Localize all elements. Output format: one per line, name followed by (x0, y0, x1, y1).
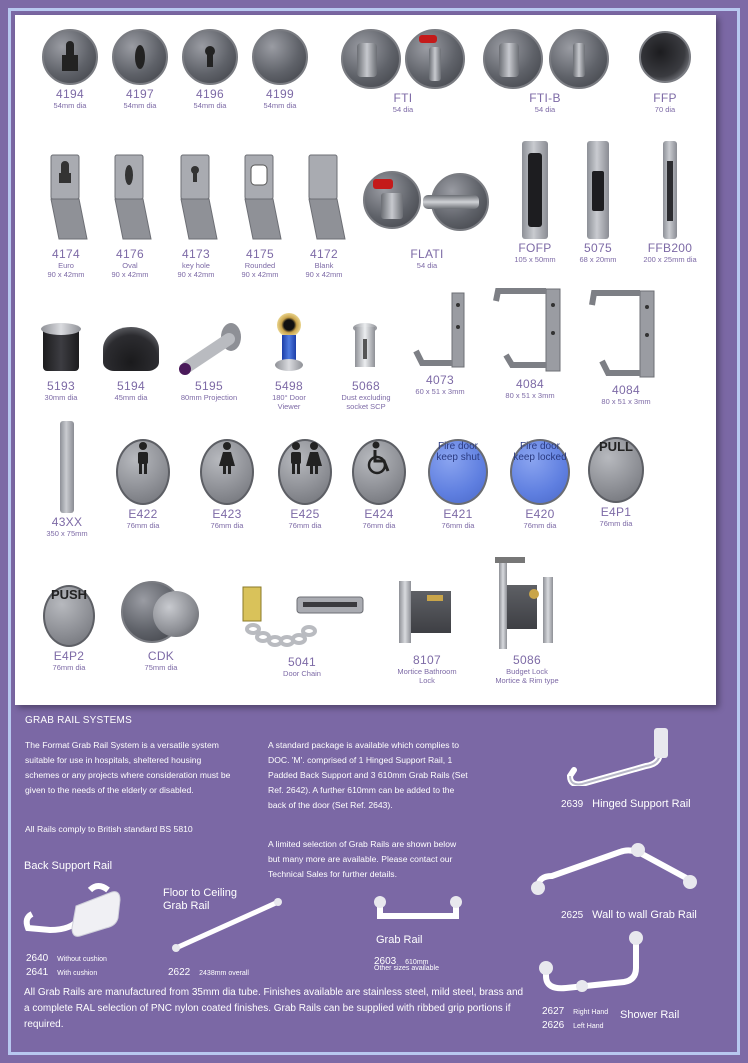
shower-rail-image (536, 930, 656, 1000)
double-hook-image (586, 287, 666, 381)
product-4172[interactable] (293, 153, 355, 279)
euro-pull-image (41, 153, 91, 245)
back-rail-caption-2 (26, 962, 97, 980)
thumb-turn-image (475, 25, 615, 89)
product-code: E4P2 (53, 649, 85, 663)
product-fti[interactable] (333, 25, 473, 114)
product-5194[interactable] (101, 321, 161, 402)
product-code: 5068 (352, 379, 380, 393)
product-5193[interactable] (33, 321, 89, 402)
product-fti-b[interactable] (475, 25, 615, 114)
product-desc-2: Viewer (277, 402, 301, 411)
product-size: 90 x 42mm (177, 270, 215, 279)
product-desc: 76mm dia (441, 521, 475, 530)
dust-socket-image (333, 319, 399, 377)
rail-code: 2639 (561, 799, 584, 810)
rail-code: 2626 (542, 1020, 565, 1031)
product-desc: 76mm dia (52, 663, 86, 672)
product-code: 4196 (196, 87, 224, 101)
double-hook-image (490, 285, 570, 375)
wall-to-wall-rail-image (530, 840, 700, 900)
grab-rail-standard: All Rails comply to British standard BS 5810 (25, 824, 193, 834)
product-code: E423 (212, 507, 242, 521)
hinged-support-rail-image (560, 724, 680, 786)
rail-code: 2640 (26, 953, 49, 964)
rounded-pull-image (235, 153, 285, 245)
product-8107[interactable] (385, 577, 469, 685)
thumb-turn-indicator-image (333, 25, 473, 89)
product-code: 4084 (612, 383, 640, 397)
product-desc: 54mm dia (193, 101, 227, 110)
product-5068[interactable] (333, 319, 399, 411)
floor-ceiling-label-2: Grab Rail (163, 900, 210, 912)
shower-rail-caption-2 (542, 1015, 604, 1033)
product-desc: 80 x 51 x 3mm (601, 397, 651, 406)
flush-pull-image (587, 141, 609, 239)
rail-code: 2641 (26, 967, 49, 978)
product-4197[interactable] (105, 29, 175, 110)
product-desc: key hole (182, 261, 210, 270)
product-code: E420 (525, 507, 555, 521)
product-desc: 76mm dia (210, 521, 244, 530)
back-support-label: Back Support Rail (24, 860, 113, 872)
product-e424[interactable] (347, 439, 411, 530)
oval-pull-image (105, 153, 155, 245)
product-code: E421 (443, 507, 473, 521)
product-4175[interactable] (229, 153, 291, 279)
grab-rail-label: Grab Rail (376, 934, 423, 946)
lever-turn-image (359, 165, 495, 245)
product-code: 5498 (275, 379, 303, 393)
product-desc: 60 x 51 x 3mm (415, 387, 465, 396)
floor-rail-caption (168, 962, 249, 980)
product-desc: 30mm dia (44, 393, 78, 402)
product-code: FFB200 (647, 241, 693, 255)
product-desc-2: socket SCP (346, 402, 386, 411)
product-4173[interactable] (165, 153, 227, 279)
product-code: 43XX (51, 515, 83, 529)
product-desc: 54mm dia (263, 101, 297, 110)
product-code: E425 (290, 507, 320, 521)
flush-pull-image (637, 25, 693, 89)
product-code: 4174 (52, 247, 80, 261)
product-code: 4197 (126, 87, 154, 101)
standard-package-text: A standard package is available which complies to DOC. 'M'. comprised of 1 Hinged Support Rail, 1 Padded Back Support and 3 610mm Grab Rails (Set Ref. 2642). A further 610mm can be added to the back of the door (Set Ref. 2643). (268, 740, 468, 810)
door-chain-image (237, 583, 367, 653)
product-4084-b[interactable] (581, 287, 671, 406)
product-desc: Door Chain (283, 669, 321, 678)
product-e4p2[interactable] (37, 585, 101, 672)
grab-rail-title: GRAB RAIL SYSTEMS (25, 715, 132, 726)
product-cdk[interactable] (115, 579, 207, 672)
product-e420[interactable] (507, 439, 573, 530)
rail-code: 2625 (561, 910, 584, 921)
blank-escutcheon-image (252, 29, 308, 85)
grab-rail-intro: The Format Grab Rail System is a versatile system suitable for use in hospitals, sheltered housing schemes or any projects where consideration must be given to the needs of the elderly or disabled. (25, 740, 231, 795)
product-desc-2: Mortice & Rim type (495, 676, 559, 685)
product-desc: Rounded (244, 261, 276, 270)
rail-note: Without cushion (57, 956, 107, 963)
product-desc: 75mm dia (144, 663, 178, 672)
product-desc: 54mm dia (123, 101, 157, 110)
product-code: 4173 (182, 247, 210, 261)
hook-image (408, 289, 472, 371)
product-code: 5193 (47, 379, 75, 393)
product-desc: Euro (58, 261, 74, 270)
product-desc: 76mm dia (126, 521, 160, 530)
budget-lock-image (485, 555, 569, 651)
oval-escutcheon-image (112, 29, 168, 85)
product-code: E424 (364, 507, 394, 521)
product-desc: 76mm dia (599, 519, 633, 528)
disabled-sign-image (352, 439, 406, 505)
pull-sign: PULL (588, 437, 644, 503)
product-4176[interactable] (99, 153, 161, 279)
product-4199[interactable] (245, 29, 315, 110)
product-code: 4175 (246, 247, 274, 261)
product-desc: 76mm dia (362, 521, 396, 530)
product-5041[interactable] (227, 583, 377, 678)
product-code: FLATI (410, 247, 444, 261)
product-e425[interactable] (273, 439, 337, 530)
product-e423[interactable] (195, 439, 259, 530)
flush-pull-oblong-image (522, 141, 548, 239)
product-code: FOFP (518, 241, 552, 255)
product-desc: 54 dia (534, 105, 556, 114)
product-code: 5195 (195, 379, 223, 393)
product-4196[interactable] (175, 29, 245, 110)
product-code: 4172 (310, 247, 338, 261)
floor-ceiling-rail-image (166, 894, 286, 954)
product-code: 5041 (288, 655, 316, 669)
bathroom-lock-image (385, 577, 469, 651)
product-4084-a[interactable] (485, 285, 575, 400)
product-code: FFP (653, 91, 677, 105)
product-desc: 68 x 20mm (579, 255, 617, 264)
product-desc: 45mm dia (114, 393, 148, 402)
product-code: 4084 (516, 377, 544, 391)
floor-ceiling-label-1: Floor to Ceiling (163, 887, 237, 899)
door-knob-image (115, 579, 207, 647)
product-code: 4073 (426, 373, 454, 387)
product-size: 90 x 42mm (241, 270, 279, 279)
rail-code: 2622 (168, 967, 191, 978)
product-code: 5086 (513, 653, 541, 667)
fire-door-keep-locked-sign: Fire door keep locked (510, 439, 570, 505)
male-toilet-sign-image (116, 439, 170, 505)
door-stop-image (33, 321, 89, 377)
product-code: 5075 (584, 241, 612, 255)
product-4194[interactable] (35, 29, 105, 110)
euro-escutcheon-image (42, 29, 98, 85)
product-desc: 54mm dia (53, 101, 87, 110)
fire-door-keep-shut-sign: Fire door keep shut (428, 439, 488, 505)
product-desc: Mortice Bathroom (397, 667, 457, 676)
push-sign: PUSH (43, 585, 95, 647)
product-5498[interactable] (261, 311, 317, 411)
rail-label: Hinged Support Rail (592, 798, 691, 810)
product-code: E422 (128, 507, 158, 521)
rail-code: 2627 (542, 1006, 565, 1017)
product-4073[interactable] (405, 289, 475, 396)
push-plate-image (60, 421, 74, 513)
wall-rail-caption (561, 905, 697, 923)
back-support-rail-image (20, 878, 124, 946)
product-e421[interactable] (425, 439, 491, 530)
unisex-toilet-sign-image (278, 439, 332, 505)
door-viewer-image (261, 311, 317, 377)
rail-label: Wall to wall Grab Rail (592, 909, 697, 921)
product-desc: 76mm dia (288, 521, 322, 530)
product-size: 90 x 42mm (47, 270, 85, 279)
product-5086[interactable] (485, 555, 569, 685)
product-desc: 350 x 75mm (46, 529, 88, 538)
keyhole-escutcheon-image (182, 29, 238, 85)
product-desc: 54 dia (392, 105, 414, 114)
product-desc: Dust excluding (341, 393, 391, 402)
product-size: 90 x 42mm (111, 270, 149, 279)
blank-pull-image (299, 153, 349, 245)
rail-note: 2438mm overall (199, 970, 249, 977)
grab-rail-image (370, 896, 466, 926)
limited-selection-text: A limited selection of Grab Rails are shown below but many more are available. Please contact our Technical Sales for further details. (268, 839, 457, 879)
wall-stop-image (173, 321, 245, 377)
product-code: CDK (147, 649, 175, 663)
grab-rail-footer: All Grab Rails are manufactured from 35mm dia tube. Finishes available are stainless steel, mild steel, brass and a complete RAL selection of PNC nylon coated finishes. Grab Rails can be supplied with ribbed grip portions if required. (24, 987, 524, 1030)
product-ffb200[interactable] (629, 139, 711, 264)
grab-rail-note: Other sizes available (374, 965, 439, 972)
product-code: FTI (393, 91, 413, 105)
rail-note: Right Hand (573, 1009, 609, 1016)
rail-code: 2603 (374, 956, 397, 967)
rail-note: 610mm (405, 959, 429, 966)
rail-note: With cushion (57, 970, 98, 977)
keyhole-pull-image (171, 153, 221, 245)
product-desc: 80mm Projection (180, 393, 238, 402)
product-desc: 54 dia (416, 261, 438, 270)
product-desc: 76mm dia (523, 521, 557, 530)
shower-rail-label: Shower Rail (620, 1009, 680, 1021)
product-flati[interactable] (359, 165, 495, 270)
product-43xx[interactable] (29, 421, 105, 538)
product-4174[interactable] (35, 153, 97, 279)
product-desc: 80 x 51 x 3mm (505, 391, 555, 400)
female-toilet-sign-image (200, 439, 254, 505)
product-5075[interactable] (569, 139, 627, 264)
product-code: 4194 (56, 87, 84, 101)
product-desc: Blank (314, 261, 334, 270)
product-ffp[interactable] (627, 25, 703, 114)
product-desc: Oval (122, 261, 138, 270)
product-desc: 180° Door (272, 393, 306, 402)
product-5195[interactable] (171, 321, 247, 402)
flush-bolt-image (663, 141, 677, 239)
product-catalog (15, 15, 716, 705)
product-desc-2: Lock (419, 676, 435, 685)
product-desc: 70 dia (654, 105, 676, 114)
product-e422[interactable] (111, 439, 175, 530)
hinged-rail-caption (561, 794, 691, 812)
product-desc: Budget Lock (506, 667, 548, 676)
product-code: FTI-B (529, 91, 561, 105)
product-code: 4176 (116, 247, 144, 261)
product-code: 5194 (117, 379, 145, 393)
product-e4p1[interactable] (583, 437, 649, 528)
product-code: E4P1 (600, 505, 632, 519)
product-size: 90 x 42mm (305, 270, 343, 279)
product-code: 4199 (266, 87, 294, 101)
rail-note: Left Hand (573, 1023, 604, 1030)
product-desc: 200 x 25mm dia (643, 255, 697, 264)
product-desc: 105 x 50mm (514, 255, 556, 264)
floor-stop-image (101, 321, 161, 377)
product-fofp[interactable] (503, 139, 567, 264)
product-code: 8107 (413, 653, 441, 667)
